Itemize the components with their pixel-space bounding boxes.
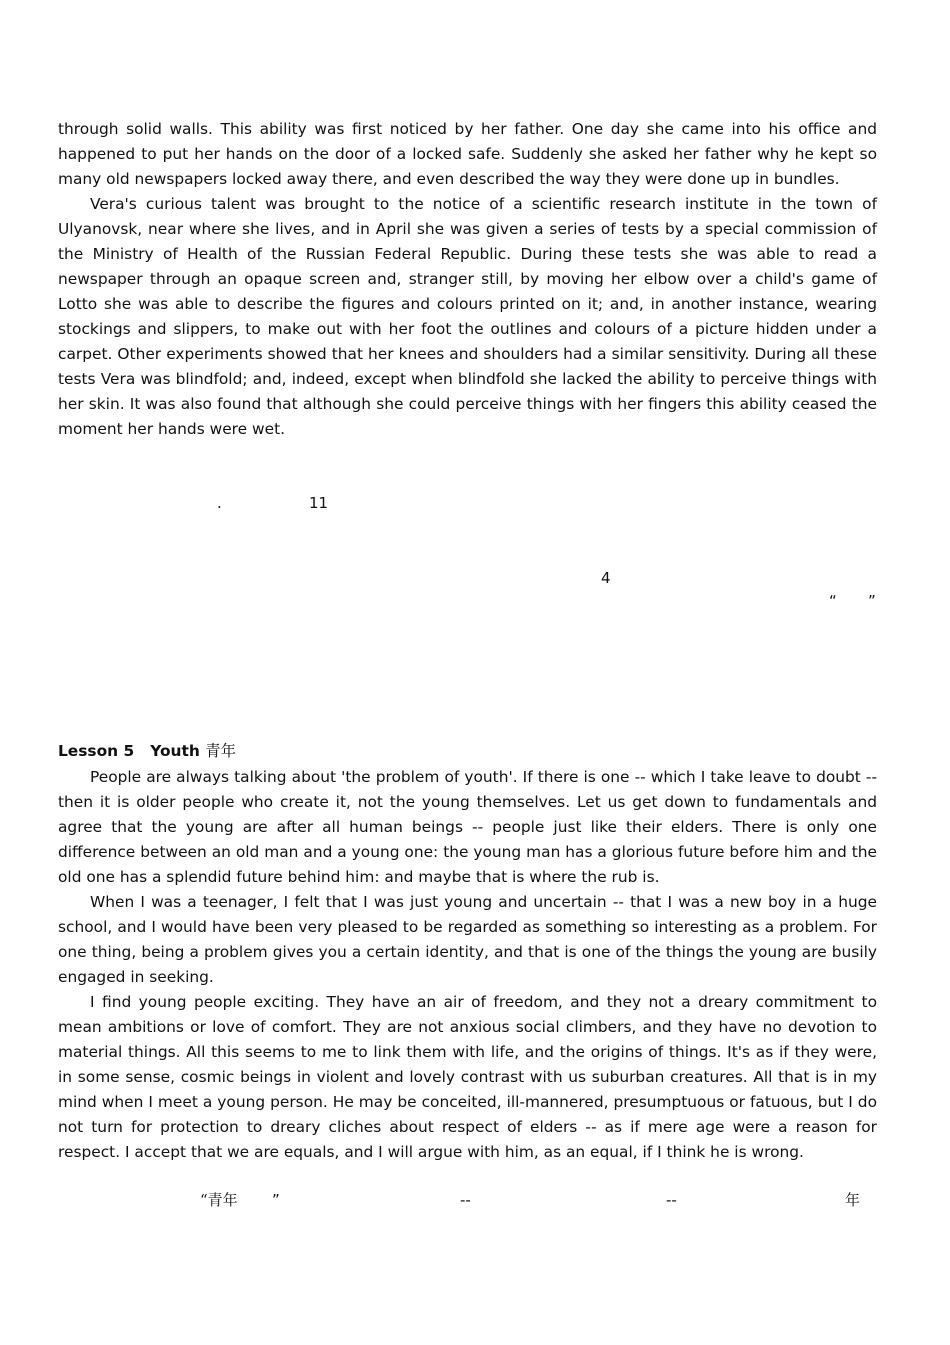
fragment-quote-close: ” <box>868 592 876 610</box>
lesson-text <box>58 765 877 1165</box>
fragment-dash: -- <box>666 1191 677 1209</box>
lesson-title: Youth <box>150 742 200 760</box>
fragment-quote-close: ” <box>272 1191 280 1209</box>
lesson-heading <box>58 741 236 761</box>
paragraph: through solid walls. This ability was first noticed by her father. One day she came into his office and happened to put her hands on the door of a locked safe. Suddenly she asked her father why he kept so many old newspapers locked away there, and even described the way they were done up in bundles. <box>58 120 877 188</box>
paragraph: I find young people exciting. They have an air of freedom, and they not a dreary commitment to mean ambitions or love of comfort. They are not anxious social climbers, and they have no devotion to material things. All this seems to me to link them with life, and the origins of things. It's as if they were, in some sense, cosmic beings in violent and lovely contrast with us suburban creatures. All that is in my mind when I meet a young person. He may be conceited, ill-mannered, presumptuous or fatuous, but I do not turn for protection to dreary cliches about respect of elders -- as if mere age were a reason for respect. I accept that we are equals, and I will argue with him, as an equal, if I think he is wrong. <box>58 993 877 1161</box>
fragment-quote-youth: “青年 <box>200 1191 238 1209</box>
fragment-year: 年 <box>845 1191 861 1209</box>
fragment-quote-open: “ <box>829 592 837 610</box>
lesson-label: Lesson 5 <box>58 742 135 760</box>
passage-continuation <box>58 117 877 442</box>
fragment-number: 4 <box>601 569 611 587</box>
paragraph: Vera's curious talent was brought to the notice of a scientific research institute in the town of Ulyanovsk, near where she lives, and in April she was given a series of tests by a special commission of the Ministry of Health of the Russian Federal Republic. During these tests she was able to read a newspaper through an opaque screen and, stranger still, by moving her elbow over a child's game of Lotto she was able to describe the figures and colours printed on it; and, in another instance, wearing stockings and slippers, to make out with her foot the outlines and colours of a picture hidden under a carpet. Other experiments showed that her knees and shoulders had a similar sensitivity. During all these tests Vera was blindfold; and, indeed, except when blindfold she lacked the ability to perceive things with her skin. It was also found that although she could perceive things with her fingers this ability ceased the moment her hands were wet. <box>58 195 877 438</box>
paragraph: When I was a teenager, I felt that I was just young and uncertain -- that I was a new boy in a huge school, and I would have been very pleased to be regarded as something so interesting as a problem. For one thing, being a problem gives you a certain identity, and that is one of the things the young are busily engaged in seeking. <box>58 893 877 986</box>
lesson-title-chinese: 青年 <box>205 742 236 760</box>
fragment-page-number: 11 <box>309 494 329 512</box>
fragment-dot: . <box>217 494 222 512</box>
fragment-dash: -- <box>460 1191 471 1209</box>
paragraph: People are always talking about 'the problem of youth'. If there is one -- which I take leave to doubt -- then it is older people who create it, not the young themselves. Let us get down to fundamentals and agree that the young are after all human beings -- people just like their elders. There is only one difference between an old man and a young one: the young man has a glorious future before him and the old one has a splendid future behind him: and maybe that is where the rub is. <box>58 768 877 886</box>
